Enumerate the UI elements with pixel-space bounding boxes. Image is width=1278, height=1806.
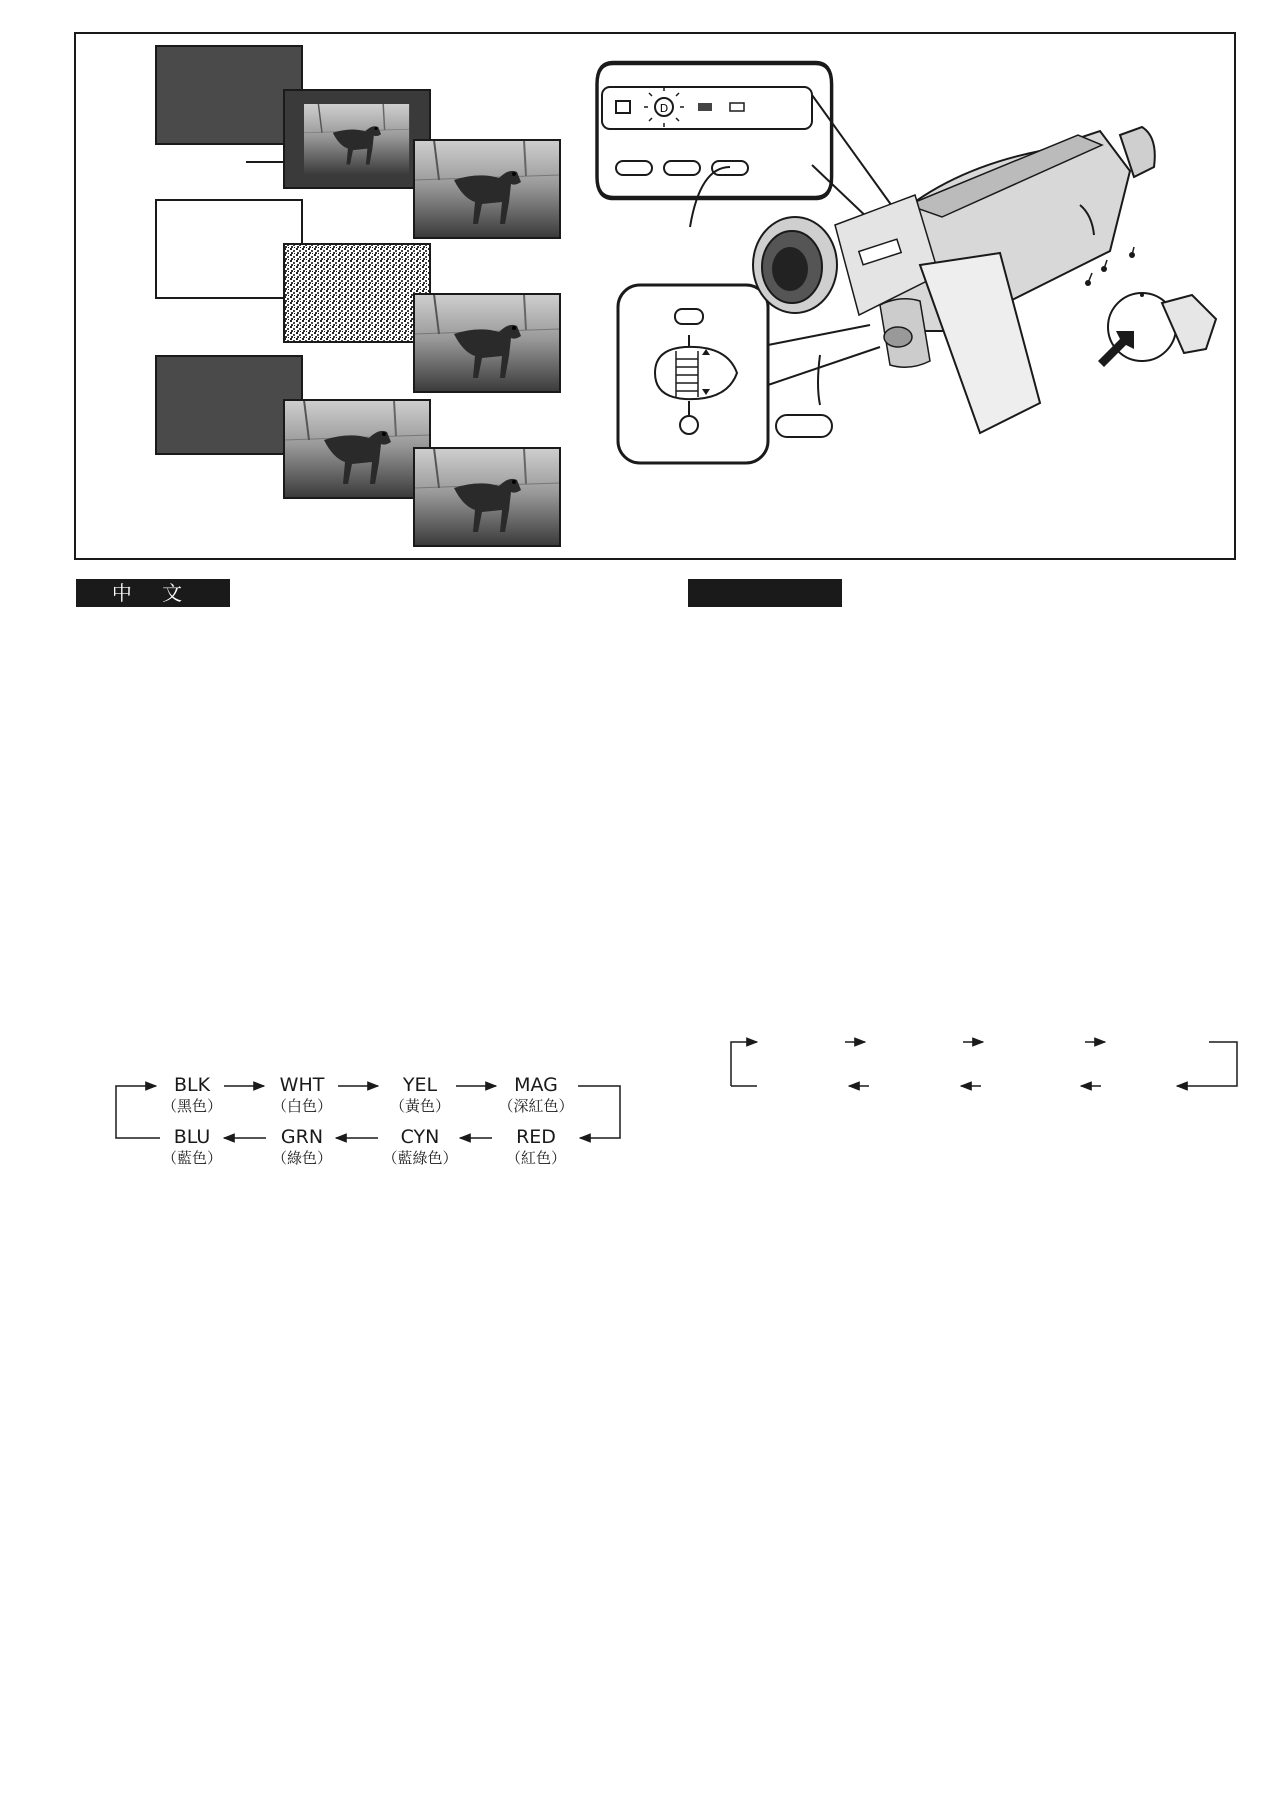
wipe-result-frame [414, 448, 560, 546]
panel-button-2[interactable] [664, 161, 700, 175]
color-code-wht: WHT [279, 1074, 325, 1096]
color-label-grn: （綠色） [271, 1149, 333, 1167]
color-code-yel: YEL [402, 1074, 438, 1096]
panel-button-1[interactable] [616, 161, 652, 175]
section-header-right [688, 579, 842, 607]
color-code-red: RED [516, 1126, 556, 1148]
color-label-mag: （深紅色） [498, 1097, 574, 1115]
color-label-red: （紅色） [505, 1149, 567, 1167]
section-header-left-label: 中 文 [111, 581, 195, 605]
fade-result-frame-1 [414, 140, 560, 238]
dial-button[interactable] [675, 309, 703, 324]
indicator-lamp-2 [730, 103, 744, 111]
fade-white-frame [156, 200, 302, 298]
color-label-wht: （白色） [271, 1097, 333, 1115]
color-cycle-diagram-right [725, 1030, 1245, 1090]
color-code-cyn: CYN [400, 1126, 440, 1148]
color-code-mag: MAG [514, 1074, 558, 1096]
color-label-blk: （黑色） [161, 1097, 223, 1115]
digital-effect-letter: D [659, 102, 669, 115]
memory-icon [616, 101, 630, 113]
dial-push-indicator [680, 416, 698, 434]
indicator-lamp-1 [698, 103, 712, 111]
callout-button-oval[interactable] [776, 415, 832, 437]
fade-result-frame-2 [414, 294, 560, 392]
color-code-blu: BLU [173, 1126, 211, 1148]
camcorder-illustration [580, 55, 1220, 515]
fade-black-frame [156, 46, 302, 144]
color-label-blu: （藍色） [161, 1149, 223, 1167]
section-header-left [76, 579, 230, 607]
color-cycle-diagram [110, 1070, 630, 1180]
wipe-black-frame [156, 356, 302, 454]
color-code-blk: BLK [173, 1074, 211, 1096]
color-label-yel: （黃色） [389, 1097, 451, 1115]
mosaic-frame [284, 244, 430, 342]
color-label-cyn: （藍綠色） [382, 1149, 458, 1167]
color-code-grn: GRN [280, 1126, 324, 1148]
